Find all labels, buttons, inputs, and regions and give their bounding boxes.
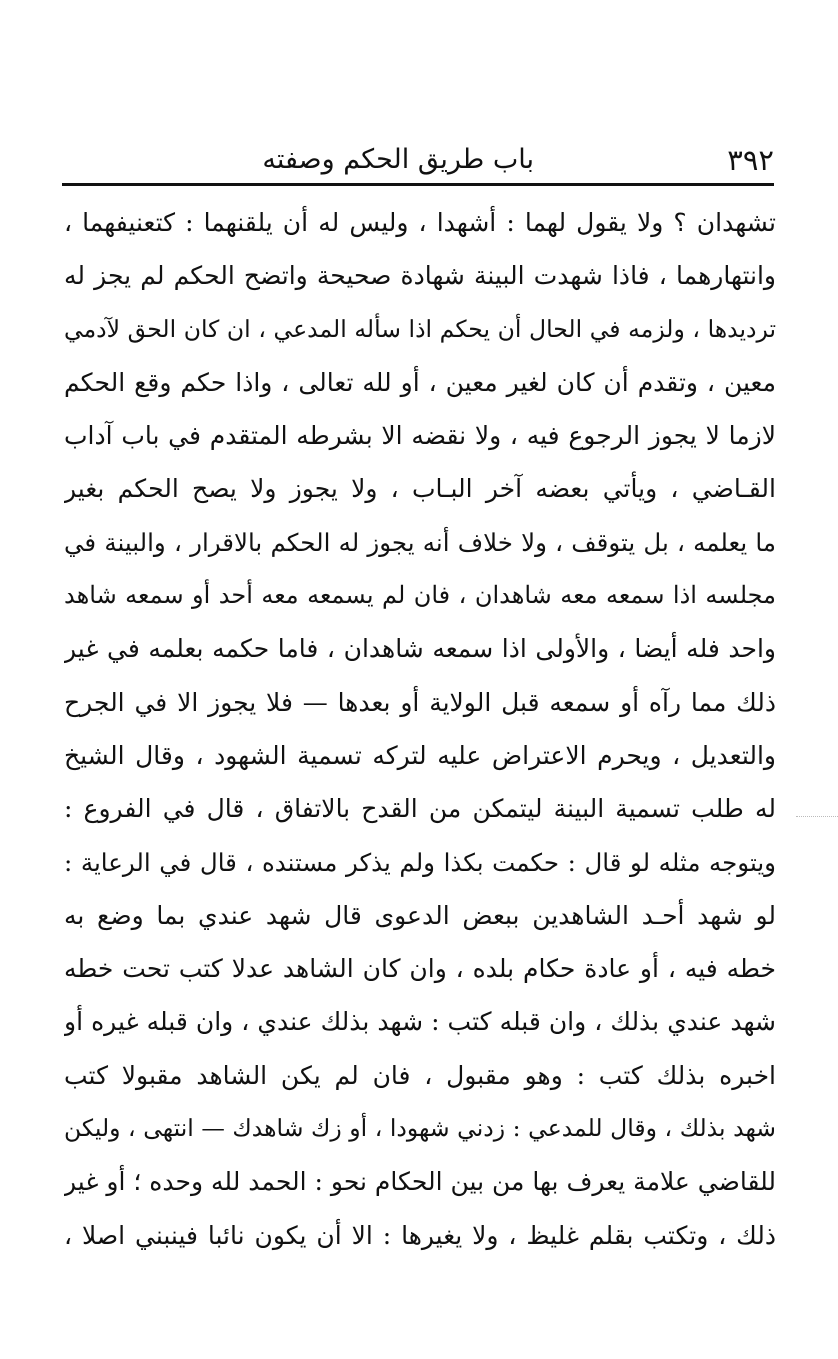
text-line: لو شهد أحـد الشاهدين ببعض الدعوى قال شهد عندي بما وضع به: [64, 900, 776, 930]
text-line: معين ، وتقدم أن كان لغير معين ، أو لله تعالى ، واذا حكم وقع الحكم: [64, 367, 776, 397]
header-rule: [62, 183, 774, 186]
text-line: القـاضي ، ويأتي بعضه آخر البـاب ، ولا يجوز ولا يصح الحكم بغير: [64, 474, 776, 504]
text-line: ما يعلمه ، بل يتوقف ، ولا خلاف أنه يجوز له الحكم بالاقرار ، والبينة في: [64, 527, 776, 557]
text-line: ويتوجه مثله لو قال : حكمت بكذا ولم يذكر مستنده ، قال في الرعاية :: [64, 847, 776, 877]
page-header: [64, 138, 774, 182]
text-line: شهد عندي بذلك ، وان قبله كتب : شهد بذلك عندي ، وان قبله غيره أو: [64, 1007, 776, 1037]
text-line: مجلسه اذا سمعه معه شاهدان ، فان لم يسمعه معه أحد أو سمعه شاهد: [64, 581, 776, 610]
running-title: باب طريق الحكم وصفته: [262, 144, 534, 175]
page-number: ٣٩٢: [727, 143, 774, 177]
margin-scan-mark: [796, 816, 838, 817]
text-line: له طلب تسمية البينة ليتمكن من القدح بالاتفاق ، قال في الفروع :: [64, 794, 776, 824]
text-line: ذلك مما رآه أو سمعه قبل الولاية أو بعدها — فلا يجوز الا في الجرح: [64, 687, 776, 717]
text-line: شهد بذلك ، وقال للمدعي : زدني شهودا ، أو زك شاهدك — انتهى ، وليكن: [64, 1114, 776, 1143]
text-line: اخبره بذلك كتب : وهو مقبول ، فان لم يكن الشاهد مقبولا كتب: [64, 1060, 776, 1090]
text-line: لازما لا يجوز الرجوع فيه ، ولا نقضه الا بشرطه المتقدم في باب آداب: [64, 421, 776, 451]
text-line: خطه فيه ، أو عادة حكام بلده ، وان كان الشاهد عدلا كتب تحت خطه: [64, 954, 776, 984]
body-text: [64, 196, 776, 1262]
text-line: والتعديل ، ويحرم الاعتراض عليه لتركه تسمية الشهود ، وقال الشيخ: [64, 740, 776, 770]
text-line: ترديدها ، ولزمه في الحال أن يحكم اذا سأله المدعي ، ان كان الحق لآدمي: [64, 314, 776, 343]
text-line: واحد فله أيضا ، والأولى اذا سمعه شاهدان ، فاما حكمه بعلمه في غير: [64, 634, 776, 664]
text-line: للقاضي علامة يعرف بها من بين الحكام نحو : الحمد لله وحده ؛ أو غير: [64, 1167, 776, 1197]
text-line: وانتهارهما ، فاذا شهدت البينة شهادة صحيحة واتضح الحكم لم يجز له: [64, 261, 776, 291]
text-line: ذلك ، وتكتب بقلم غليظ ، ولا يغيرها : الا أن يكون نائبا فينبني اصلا ،: [64, 1220, 776, 1250]
text-line: تشهدان ؟ ولا يقول لهما : أشهدا ، وليس له أن يلقنهما : كتعنيفهما ،: [64, 208, 776, 237]
